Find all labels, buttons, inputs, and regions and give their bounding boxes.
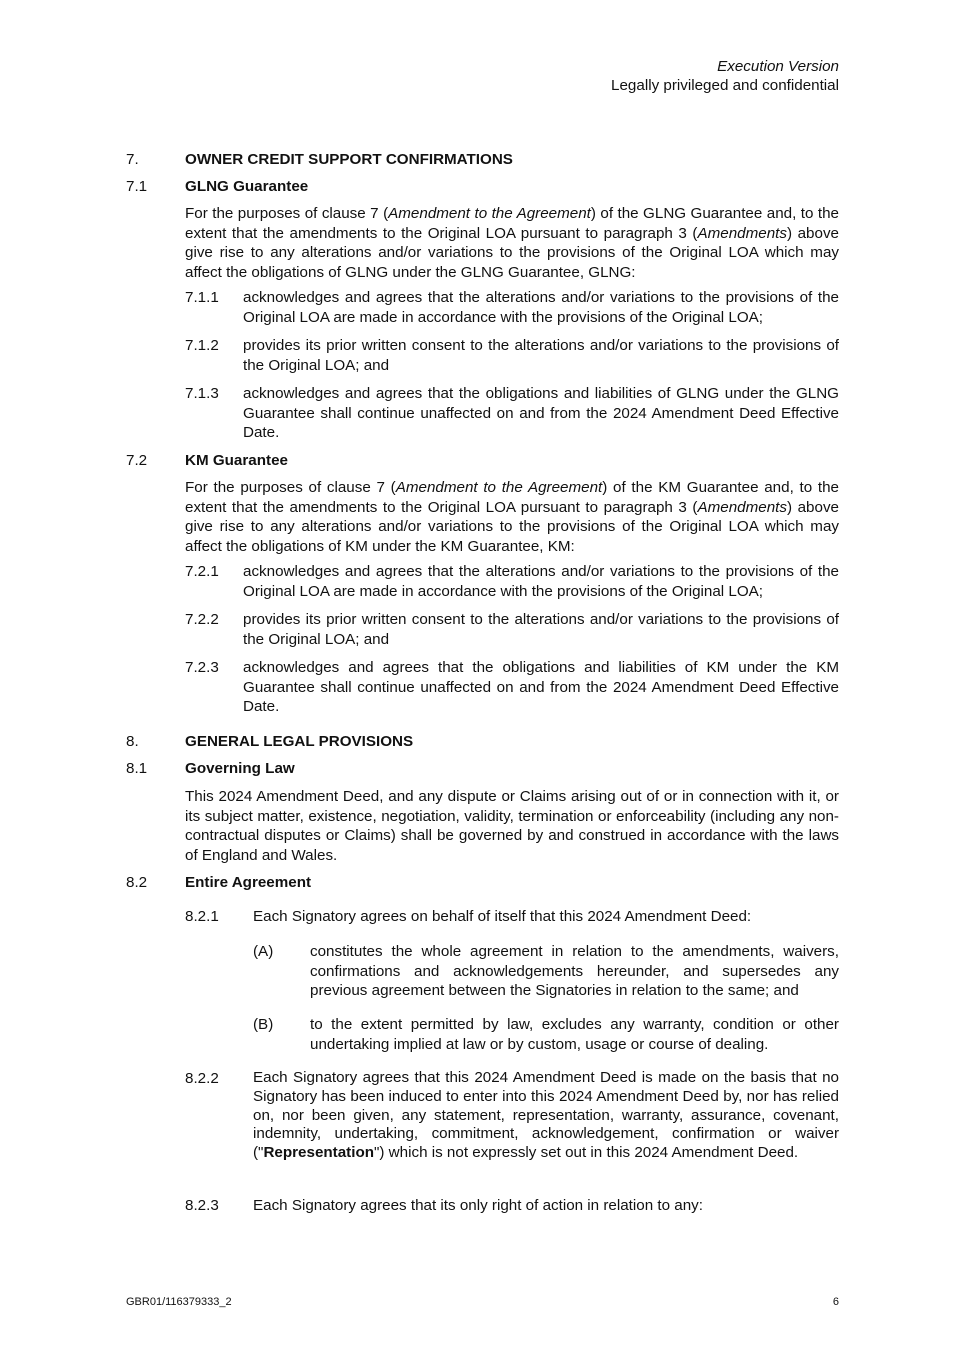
header-execution-version: Execution Version bbox=[717, 58, 839, 75]
intro-text: For the purposes of clause 7 ( bbox=[185, 205, 389, 222]
clause-7-1-title: GLNG Guarantee bbox=[185, 178, 309, 195]
intro-italic: Amendments bbox=[697, 498, 787, 516]
item-7-1-1-text: acknowledges and agrees that the alterations and/or variations to the provisions of the Original LOA are made in accordance with the provisions of the Original LOA; bbox=[243, 289, 839, 326]
footer-page-number: 6 bbox=[832, 1296, 839, 1308]
defined-term: Representation bbox=[263, 1144, 375, 1162]
intro-text: For the purposes of clause 7 ( bbox=[185, 479, 396, 496]
item-text: Each Signatory agrees that this 2024 Amendment Deed is made on the basis that no Signatory has been induced to enter into this 2024 Amendment Deed by, nor has relied on, nor been given, any statement, representation, warranty, assurance, covenant, indemnity, undertaking, commitment, acknowledgement, confirmation or waiver (" bbox=[253, 1069, 839, 1162]
section-7-number: 7. bbox=[126, 151, 139, 168]
sub-b-number: (B) bbox=[253, 1016, 274, 1033]
intro-italic: Amendment to the Agreement bbox=[395, 479, 603, 496]
clause-7-2-intro bbox=[185, 478, 839, 556]
sub-a-number: (A) bbox=[253, 943, 274, 960]
intro-text: ) of the GLNG Guarantee and, to the extent that the amendments to the Original LOA pursuant to paragraph 3 ( bbox=[185, 205, 839, 242]
item-7-1-3-text: acknowledges and agrees that the obligations and liabilities of GLNG under the GLNG Guarantee shall continue unaffected on and from the 2024 Amendment Deed Effective Date. bbox=[243, 385, 839, 441]
item-7-2-2-number: 7.2.2 bbox=[185, 611, 219, 628]
clause-7-1-intro bbox=[185, 204, 839, 282]
clause-7-2-number: 7.2 bbox=[126, 452, 148, 469]
section-8-number: 8. bbox=[126, 733, 139, 750]
clause-8-1-number: 8.1 bbox=[126, 760, 148, 777]
footer-doc-ref: GBR01/116379333_2 bbox=[126, 1296, 232, 1308]
item-7-1-2-number: 7.1.2 bbox=[185, 337, 219, 354]
item-8-2-3-text: Each Signatory agrees that its only right of action in relation to any: bbox=[253, 1197, 703, 1214]
clause-7-2-title: KM Guarantee bbox=[185, 452, 288, 469]
intro-italic: Amendments bbox=[697, 224, 787, 242]
sub-a-text: constitutes the whole agreement in relation to the amendments, waivers, confirmations and acknowledgements hereunder, and supersedes any previous agreement between the Signatories in relation to the same; and bbox=[310, 943, 839, 999]
intro-text: ) of the KM Guarantee and, to the extent that the amendments to the Original LOA pursuant to paragraph 3 ( bbox=[185, 479, 840, 516]
item-8-2-1-number: 8.2.1 bbox=[185, 908, 219, 925]
item-7-2-3-text: acknowledges and agrees that the obligations and liabilities of KM under the KM Guarantee shall continue unaffected on and from the 2024 Amendment Deed Effective Date. bbox=[243, 659, 839, 715]
item-7-2-1-text: acknowledges and agrees that the alterations and/or variations to the provisions of the Original LOA are made in accordance with the provisions of the Original LOA; bbox=[243, 563, 839, 600]
item-8-2-1-text: Each Signatory agrees on behalf of itself that this 2024 Amendment Deed: bbox=[253, 908, 752, 925]
sub-b-text: to the extent permitted by law, excludes any warranty, condition or other undertaking implied at law or by custom, usage or course of dealing. bbox=[310, 1016, 839, 1053]
item-7-1-2-text: provides its prior written consent to the alterations and/or variations to the provisions of the Original LOA; and bbox=[243, 337, 839, 374]
item-8-2-2-text bbox=[253, 1069, 839, 1163]
section-8-title: GENERAL LEGAL PROVISIONS bbox=[185, 733, 414, 750]
item-8-2-2-number: 8.2.2 bbox=[185, 1070, 219, 1087]
header-privileged: Legally privileged and confidential bbox=[611, 77, 839, 94]
item-7-1-1-number: 7.1.1 bbox=[185, 289, 219, 306]
item-7-1-3-number: 7.1.3 bbox=[185, 385, 219, 402]
item-7-2-1-number: 7.2.1 bbox=[185, 563, 219, 580]
clause-7-1-number: 7.1 bbox=[126, 178, 148, 195]
item-8-2-3-number: 8.2.3 bbox=[185, 1197, 219, 1214]
intro-text: ) above give rise to any alterations and/or variations to the provisions of the Original LOA which may affect the obligations of GLNG under the GLNG Guarantee, GLNG: bbox=[185, 224, 839, 281]
section-7-title: OWNER CREDIT SUPPORT CONFIRMATIONS bbox=[185, 151, 513, 168]
item-text: ") which is not expressly set out in this 2024 Amendment Deed. bbox=[374, 1144, 799, 1162]
intro-text: ) above give rise to any alterations and/or variations to the provisions of the Original LOA which may affect the obligations of KM under the KM Guarantee, KM: bbox=[185, 498, 839, 555]
clause-8-1-title: Governing Law bbox=[185, 760, 295, 777]
clause-8-2-number: 8.2 bbox=[126, 874, 148, 891]
clause-8-2-title: Entire Agreement bbox=[185, 874, 312, 891]
item-7-2-3-number: 7.2.3 bbox=[185, 659, 219, 676]
clause-8-1-text: This 2024 Amendment Deed, and any dispute or Claims arising out of or in connection with it, or its subject matter, existence, negotiation, validity, termination or enforceability (including any non-contractual disputes or Claims) shall be governed by and construed in accordance with the laws of England and Wales. bbox=[185, 788, 839, 864]
item-7-2-2-text: provides its prior written consent to the alterations and/or variations to the provisions of the Original LOA; and bbox=[243, 611, 839, 648]
intro-italic: Amendment to the Agreement bbox=[388, 205, 591, 222]
